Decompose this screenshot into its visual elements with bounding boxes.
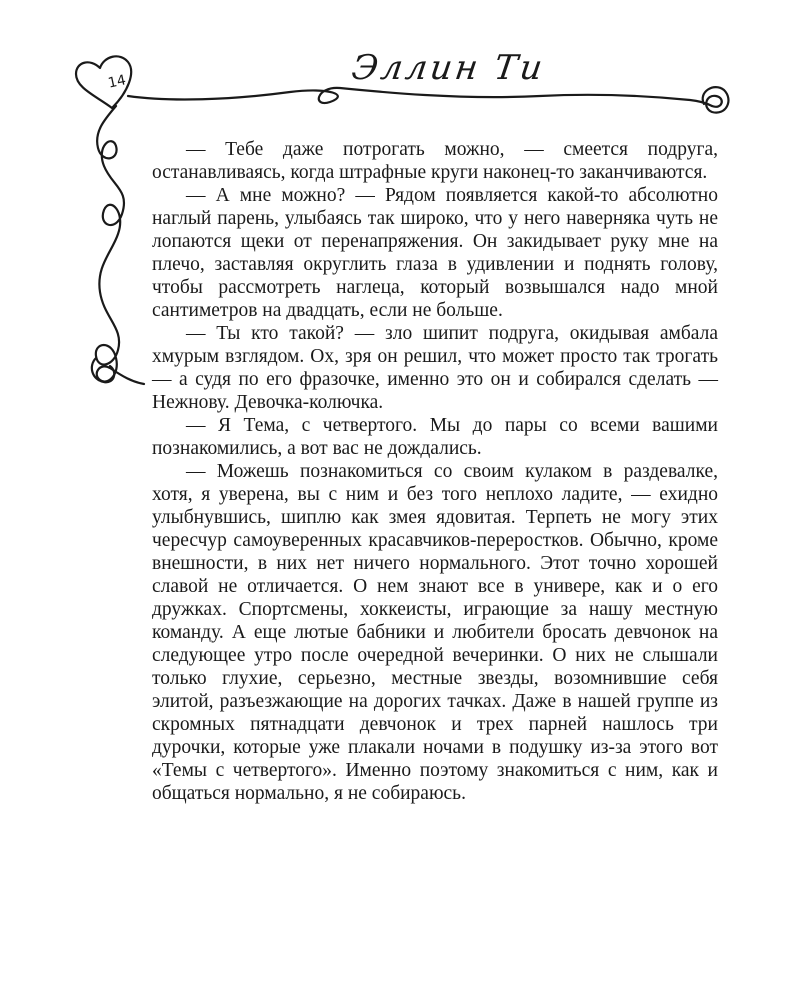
- curl-icon: [92, 358, 114, 382]
- paragraph: — Я Тема, с четвертого. Мы до пары со всеми вашими познакомились, а вот вас не дождались.: [152, 415, 718, 459]
- paragraph: — Можешь познакомиться со своим кулаком в раздевалке, хотя, я уверена, вы с ним и без того неплохо ладите, — ехидно улыбнувшись, шиплю как змея ядовитая. Терпеть не могу этих чересчур самоуверенных красавчиков-переростков. Обычно, кроме внешности, в них нет ничего нормального. Этот точно хорошей славой не отличается. О нем знают все в универе, как и о его дружках. Спортсмены, хоккеисты, играющие за нашу местную команду. А еще лютые бабники и любители бросать девчонок на следующее утро после очередной вечеринки. О них не слышали только глухие, серьезно, местные звезды, возомнившие себя элитой, разъезжающие на дорогих тачках. Даже в нашей группе из скромных пятнадцати девчонок и трех парней нашлось три дурочки, которые уже плакали ночами в подушку из-за этого вот «Темы с четвертого». Именно поэтому знакомиться с ним, как и общаться нормально, я не собираюсь.: [152, 461, 718, 804]
- paragraph: — Ты кто такой? — зло шипит подруга, окидывая амбала хмурым взглядом. Ох, зря он решил, что может просто так трогать — а судя по его фразочке, именно это он и собирался сделать — Нежнову. Девочка-колючка.: [152, 323, 718, 413]
- header-rule-line: [128, 88, 712, 106]
- page-number: 14: [106, 72, 128, 92]
- paragraph: — А мне можно? — Рядом появляется какой-то абсолютно наглый парень, улыбаясь так широко, что у него наверняка чуть не лопаются щеки от перенапряжения. Он закидывает руку мне на плечо, заставляя округлить глаза в удивлении и поднять голову, чтобы рассмотреть наглеца, который возвышался надо мной сантиметров на двадцать, если не больше.: [152, 185, 718, 321]
- paragraph: — Тебе даже потрогать можно, — смеется подруга, останавливаясь, когда штрафные круги наконец-то заканчиваются.: [152, 139, 718, 183]
- left-vine-line: [96, 106, 144, 384]
- body-text: [152, 138, 718, 805]
- spiral-icon: [703, 87, 729, 113]
- author-name-header: Эллин Ти: [349, 48, 548, 88]
